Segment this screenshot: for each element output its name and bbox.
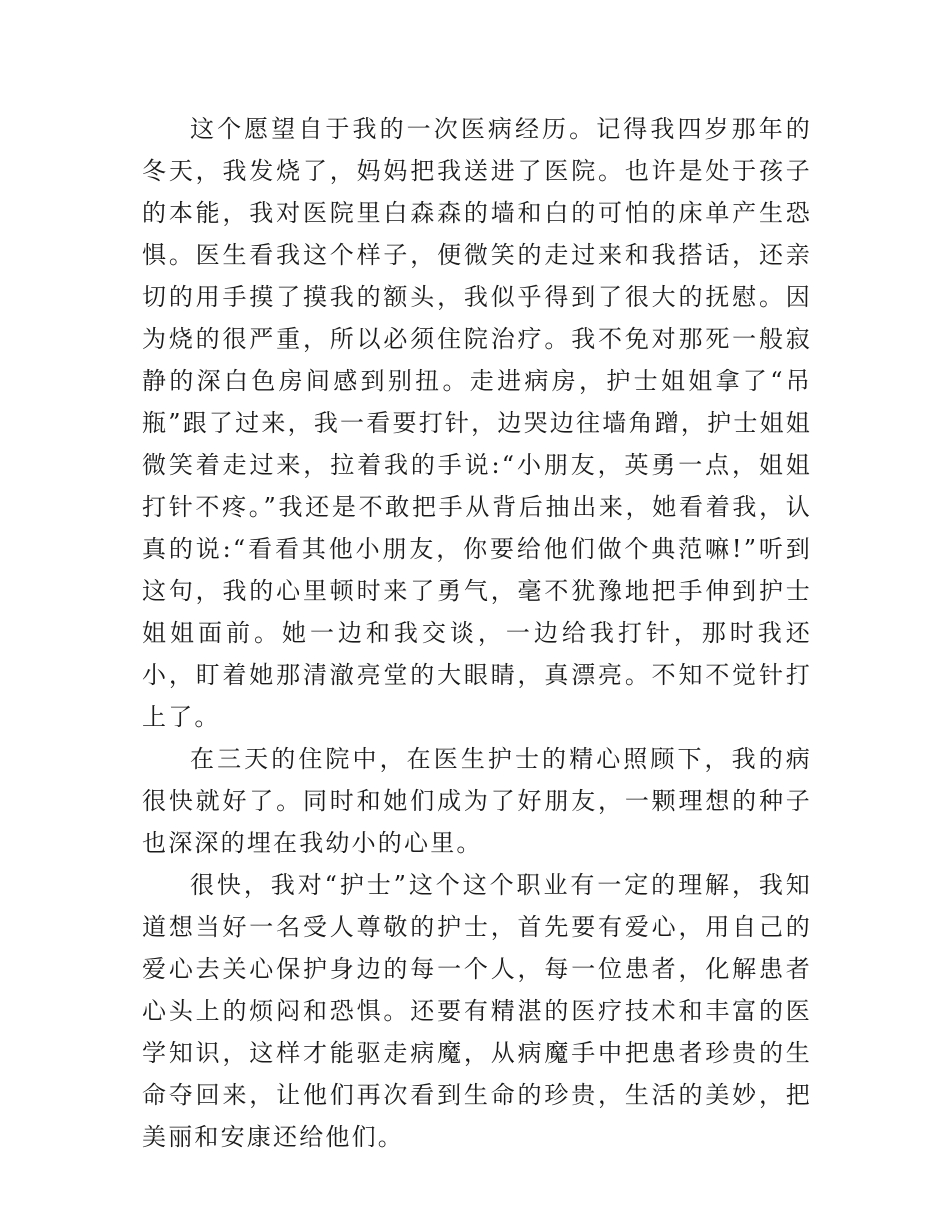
paragraph-recovery: 在三天的住院中，在医生护士的精心照顾下，我的病很快就好了。同时和她们成为了好朋友，一颗理想的种子也深深的埋在我幼小的心里。 bbox=[142, 745, 812, 857]
document-body bbox=[142, 108, 812, 1158]
paragraph-nurse-career: 很快，我对“护士”这个这个职业有一定的理解，我知道想当好一名受人尊敬的护士，首先要有爱心，用自己的爱心去关心保护身边的每一个人，每一位患者，化解患者心头上的烦闷和恐惧。还要有精湛的医疗技术和丰富的医学知识，这样才能驱走病魔，从病魔手中把患者珍贵的生命夺回来，让他们再次看到生命的珍贵，生活的美妙，把美丽和安康还给他们。 bbox=[142, 871, 812, 1151]
paragraph-hospital-story: 这个愿望自于我的一次医病经历。记得我四岁那年的冬天，我发烧了，妈妈把我送进了医院。也许是处于孩子的本能，我对医院里白森森的墙和白的可怕的床单产生恐惧。医生看我这个样子，便微笑的走过来和我搭话，还亲切的用手摸了摸我的额头，我似乎得到了很大的抚慰。因为烧的很严重，所以必须住院治疗。我不免对那死一般寂静的深白色房间感到别扭。走进病房，护士姐姐拿了“吊瓶”跟了过来，我一看要打针，边哭边往墙角蹭，护士姐姐微笑着走过来，拉着我的手说:“小朋友，英勇一点，姐姐打针不疼。”我还是不敢把手从背后抽出来，她看着我，认真的说:“看看其他小朋友，你要给他们做个典范嘛!”听到这句，我的心里顿时来了勇气，毫不犹豫地把手伸到护士姐姐面前。她一边和我交谈，一边给我打针，那时我还小，盯着她那清澈亮堂的大眼睛，真漂亮。不知不觉针打上了。 bbox=[142, 115, 812, 731]
